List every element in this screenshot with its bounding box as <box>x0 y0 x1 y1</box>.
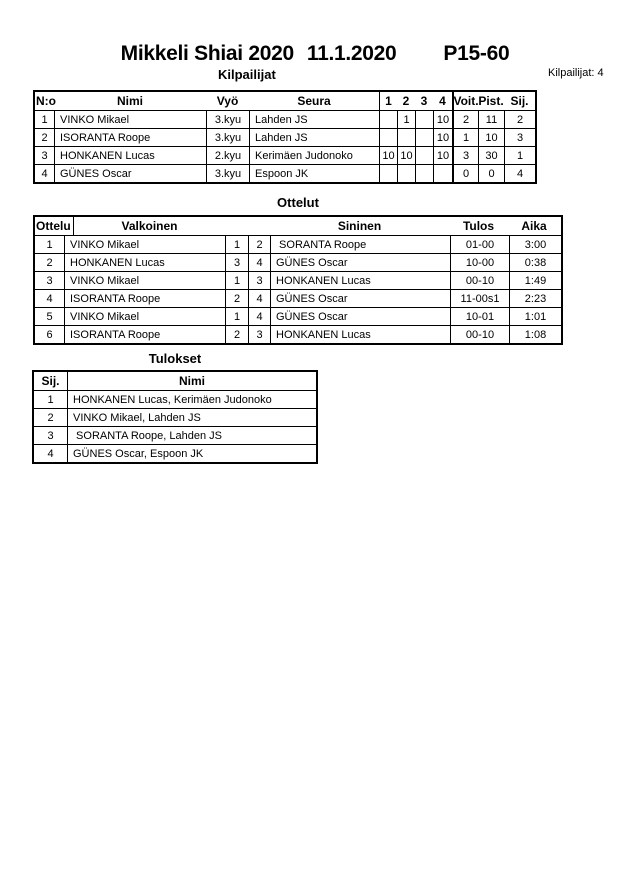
time-cell: 1:01 <box>509 308 561 325</box>
header-round-2: 2 <box>402 94 410 108</box>
matches-table <box>33 215 563 345</box>
result-name-cell: HONKANEN Lucas, Kerimäen Judonoko <box>67 391 316 408</box>
title-event: Mikkeli Shiai 2020 <box>120 42 294 65</box>
competitor-no-cell: 4 <box>41 167 48 180</box>
blue-player-cell: GÜNES Oscar <box>270 308 450 325</box>
header-round-1: 1 <box>379 92 397 110</box>
round-3-cell <box>415 129 433 146</box>
round-2-cell <box>397 129 415 146</box>
white-number-cell: 1 <box>225 308 248 325</box>
match-row <box>35 325 561 343</box>
results-section-title: Tulokset <box>148 351 202 366</box>
round-4-cell: 10 <box>433 129 452 146</box>
header-name: Nimi <box>67 372 316 390</box>
wins-cell: 1 <box>452 129 478 146</box>
competitor-club-cell: Espoon JK <box>249 165 379 182</box>
header-belt: Vyö <box>216 94 239 108</box>
blue-player-cell: HONKANEN Lucas <box>270 326 450 343</box>
competitor-club-cell: Lahden JS <box>249 111 379 128</box>
result-cell: 10-00 <box>450 254 509 271</box>
round-3-cell <box>415 111 433 128</box>
white-player-cell: VINKO Mikael <box>64 308 225 325</box>
header-blue: Sininen <box>337 219 382 233</box>
competitor-no-cell: 3 <box>41 149 48 162</box>
competitor-name-cell: ISORANTA Roope <box>54 129 206 146</box>
white-number-cell: 1 <box>225 236 248 253</box>
round-3-cell <box>415 147 433 164</box>
time-cell: 1:08 <box>509 326 561 343</box>
white-number-cell: 2 <box>225 326 248 343</box>
header-place: Sij. <box>510 94 529 108</box>
header-result: Tulos <box>462 219 495 233</box>
points-cell: 10 <box>478 129 504 146</box>
result-name-cell: GÜNES Oscar, Espoon JK <box>67 445 316 462</box>
round-1-cell: 10 <box>379 147 397 164</box>
points-cell: 0 <box>478 165 504 182</box>
white-number-cell: 2 <box>225 290 248 307</box>
round-4-cell: 10 <box>433 147 452 164</box>
result-cell: 00-10 <box>450 272 509 289</box>
round-2-cell <box>397 165 415 182</box>
title-category: P15-60 <box>443 42 510 65</box>
result-row <box>34 444 316 462</box>
competitor-row <box>35 164 535 182</box>
competitor-name-cell: GÜNES Oscar <box>54 165 206 182</box>
wins-cell: 3 <box>452 147 478 164</box>
white-player-cell: ISORANTA Roope <box>64 326 225 343</box>
match-no-cell: 2 <box>46 256 53 269</box>
result-place-cell: 2 <box>47 411 54 424</box>
round-4-cell <box>433 165 452 182</box>
blue-player-cell: HONKANEN Lucas <box>270 272 450 289</box>
match-row <box>35 253 561 271</box>
header-place: Sij. <box>41 374 60 388</box>
blue-player-cell: GÜNES Oscar <box>270 254 450 271</box>
white-player-cell: ISORANTA Roope <box>64 290 225 307</box>
result-place-cell: 1 <box>47 393 54 406</box>
competitor-row <box>35 146 535 164</box>
place-cell: 1 <box>504 147 535 164</box>
header-no: N:o <box>36 94 56 108</box>
blue-number-cell: 4 <box>248 308 270 325</box>
title-date: 11.1.2020 <box>306 42 397 65</box>
round-2-cell: 10 <box>397 147 415 164</box>
competitors-table <box>33 90 537 184</box>
match-row <box>35 307 561 325</box>
competitor-no-cell: 1 <box>41 113 48 126</box>
results-header-row <box>34 372 316 390</box>
results-table <box>32 370 318 464</box>
round-1-cell <box>379 129 397 146</box>
blue-number-cell: 3 <box>248 272 270 289</box>
result-cell: 11-00s1 <box>450 290 509 307</box>
white-player-cell: HONKANEN Lucas <box>64 254 225 271</box>
result-name-cell: VINKO Mikael, Lahden JS <box>67 409 316 426</box>
place-cell: 2 <box>504 111 535 128</box>
competitor-club-cell: Kerimäen Judonoko <box>249 147 379 164</box>
header-spacer <box>225 217 270 235</box>
place-cell: 4 <box>504 165 535 182</box>
match-row <box>35 235 561 253</box>
header-round-4: 4 <box>439 94 446 108</box>
blue-number-cell: 4 <box>248 290 270 307</box>
time-cell: 3:00 <box>509 236 561 253</box>
competitor-no-cell: 2 <box>41 131 48 144</box>
white-number-cell: 3 <box>225 254 248 271</box>
page-title <box>0 42 630 66</box>
header-match-no: Ottelu <box>35 217 74 235</box>
blue-player-cell: GÜNES Oscar <box>270 290 450 307</box>
competitors-count-label: Kilpailijat: 4 <box>548 67 604 79</box>
round-1-cell <box>379 165 397 182</box>
blue-number-cell: 2 <box>248 236 270 253</box>
wins-cell: 2 <box>452 111 478 128</box>
header-wins: Voit. <box>453 94 479 108</box>
competitors-section-title: Kilpailijat <box>218 67 276 82</box>
header-club: Seura <box>297 94 331 108</box>
competitor-belt-cell: 3.kyu <box>206 129 249 146</box>
match-row <box>35 289 561 307</box>
match-no-cell: 6 <box>46 328 53 341</box>
match-no-cell: 3 <box>46 274 53 287</box>
blue-number-cell: 3 <box>248 326 270 343</box>
result-cell: 01-00 <box>450 236 509 253</box>
match-no-cell: 1 <box>46 238 53 251</box>
competitor-name-cell: HONKANEN Lucas <box>54 147 206 164</box>
white-player-cell: VINKO Mikael <box>64 236 225 253</box>
points-cell: 11 <box>478 111 504 128</box>
result-cell: 00-10 <box>450 326 509 343</box>
points-cell: 30 <box>478 147 504 164</box>
competitor-row <box>35 110 535 128</box>
competitor-belt-cell: 2.kyu <box>206 147 249 164</box>
blue-number-cell: 4 <box>248 254 270 271</box>
match-row <box>35 271 561 289</box>
competitor-belt-cell: 3.kyu <box>206 111 249 128</box>
result-row <box>34 426 316 444</box>
result-row <box>34 408 316 426</box>
round-2-cell: 1 <box>397 111 415 128</box>
white-number-cell: 1 <box>225 272 248 289</box>
result-cell: 10-01 <box>450 308 509 325</box>
place-cell: 3 <box>504 129 535 146</box>
result-place-cell: 3 <box>47 429 54 442</box>
header-white: Valkoinen <box>121 219 178 233</box>
header-round-3: 3 <box>420 94 428 108</box>
competitor-belt-cell: 3.kyu <box>206 165 249 182</box>
result-place-cell: 4 <box>47 447 54 460</box>
wins-cell: 0 <box>452 165 478 182</box>
round-1-cell <box>379 111 397 128</box>
competitor-name-cell: VINKO Mikael <box>54 111 206 128</box>
header-time: Aika <box>521 219 547 233</box>
time-cell: 0:38 <box>509 254 561 271</box>
round-3-cell <box>415 165 433 182</box>
competitors-header-row <box>35 92 535 110</box>
header-name: Nimi <box>116 94 143 108</box>
blue-player-cell: SORANTA Roope <box>270 236 450 253</box>
result-row <box>34 390 316 408</box>
matches-section-title: Ottelut <box>277 195 319 210</box>
header-points: Pist. <box>478 94 504 108</box>
time-cell: 2:23 <box>509 290 561 307</box>
match-no-cell: 4 <box>46 292 53 305</box>
competitor-row <box>35 128 535 146</box>
match-no-cell: 5 <box>46 310 53 323</box>
competitor-club-cell: Lahden JS <box>249 129 379 146</box>
result-name-cell: SORANTA Roope, Lahden JS <box>67 427 316 444</box>
round-4-cell: 10 <box>433 111 452 128</box>
time-cell: 1:49 <box>509 272 561 289</box>
matches-header-row <box>35 217 561 235</box>
white-player-cell: VINKO Mikael <box>64 272 225 289</box>
